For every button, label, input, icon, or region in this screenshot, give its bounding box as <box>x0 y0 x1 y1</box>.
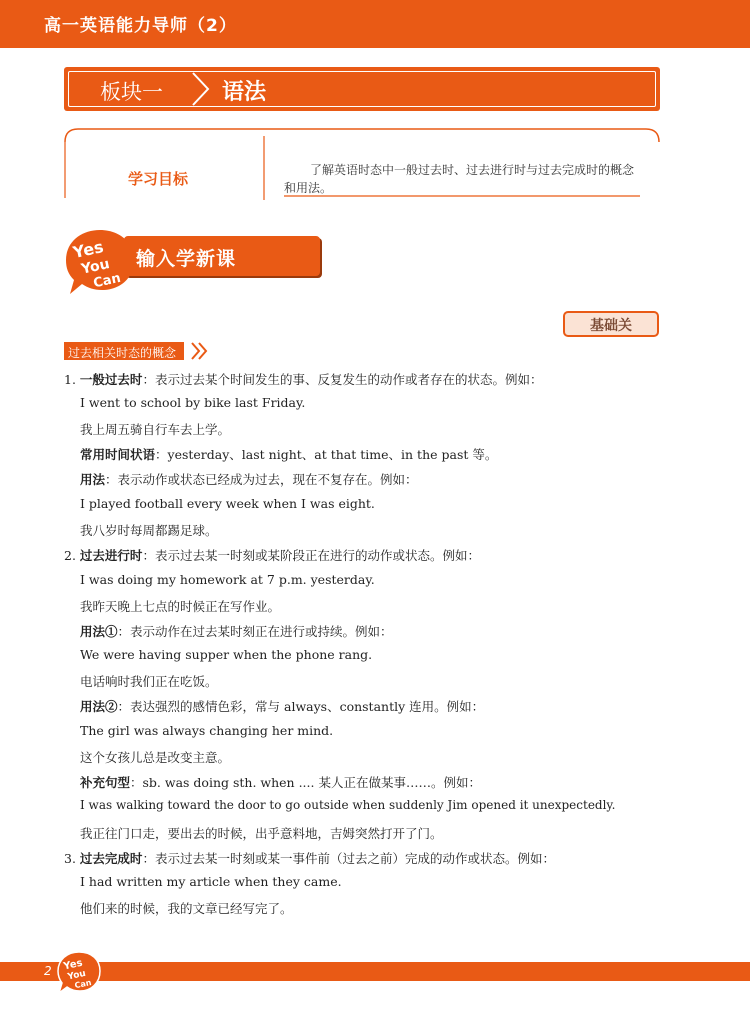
chevron-right-icon <box>188 67 214 111</box>
goal-text: 了解英语时态中一般过去时、过去进行时与过去完成时的概念和用法。 <box>284 163 635 195</box>
item1-heading: 1. 一般过去时：表示过去某个时间发生的事、反复发生的动作或者存在的状态。例如： <box>64 372 543 387</box>
item2-usage2: 用法②：表达强烈的感情色彩，常与 always、constantly 连用。例如： <box>80 699 485 714</box>
section-name: 语法 <box>222 80 267 105</box>
header-title: 高一英语能力导师（2） <box>44 16 237 36</box>
svg-text:Can: Can <box>73 977 93 991</box>
section-banner <box>64 67 660 111</box>
level-tag <box>563 311 659 337</box>
item1-example2-cn: 我八岁时每周都踢足球。 <box>80 523 218 538</box>
input-banner-label: 输入学新课 <box>136 248 237 270</box>
page-number: 2 <box>44 964 52 978</box>
item2-example2-cn: 电话响时我们正在吃饭。 <box>80 674 218 689</box>
section-block-label: 板块一 <box>100 80 163 104</box>
header-bar <box>0 0 750 48</box>
item2-example1-en: I was doing my homework at 7 p.m. yesterday. <box>80 572 375 587</box>
svg-text:You: You <box>66 968 87 983</box>
item1-example1-en: I went to school by bike last Friday. <box>80 395 306 410</box>
item3-example1-cn: 他们来的时候，我的文章已经写完了。 <box>80 901 293 916</box>
item2-example3-en: The girl was always changing her mind. <box>80 723 334 738</box>
item1-usage: 用法：表示动作或状态已经成为过去，现在不复存在。例如： <box>80 472 418 487</box>
item2-example1-cn: 我昨天晚上七点的时候正在写作业。 <box>80 599 281 614</box>
goal-label: 学习目标 <box>128 170 189 188</box>
footer-logo <box>56 950 102 994</box>
concept-tag <box>64 342 184 360</box>
item2-heading: 2. 过去进行时：表示过去某一时刻或某阶段正在进行的动作或状态。例如： <box>64 548 480 563</box>
item1-adverbials: 常用时间状语：yesterday、last night、at that time、in the past 等。 <box>80 447 498 462</box>
item2-example2-en: We were having supper when the phone rang. <box>80 647 373 662</box>
concept-tag-label: 过去相关时态的概念 <box>68 346 177 360</box>
logo-text-yes: Yes <box>71 237 106 263</box>
item3-example1-en: I had written my article when they came. <box>80 874 342 889</box>
item2-example4-en: I was walking toward the door to go outside when suddenly Jim opened it unexpectedly. <box>80 798 616 812</box>
item2-usage1: 用法①：表示动作在过去某时刻正在进行或持续。例如： <box>80 624 393 639</box>
item2-extra-pattern: 补充句型：sb. was doing sth. when .... 某人正在做某事……。例如： <box>80 775 481 790</box>
input-banner-pill <box>124 236 320 276</box>
item1-example1-cn: 我上周五骑自行车去上学。 <box>80 422 231 437</box>
item1-example2-en: I played football every week when I was eight. <box>80 496 375 511</box>
svg-text:Yes: Yes <box>62 957 84 973</box>
logo-text-you: You <box>79 256 112 278</box>
item2-example3-cn: 这个女孩儿总是改变主意。 <box>80 750 231 765</box>
item3-heading: 3. 过去完成时：表示过去某一时刻或某一事件前（过去之前）完成的动作或状态。例如： <box>64 851 555 866</box>
yes-you-can-logo <box>64 228 136 296</box>
logo-text-can: Can <box>92 270 123 292</box>
item2-example4-cn: 我正往门口走，要出去的时候，出乎意料地，吉姆突然打开了门。 <box>80 826 443 841</box>
level-tag-label: 基础关 <box>590 318 632 334</box>
double-chevron-icon <box>190 342 212 360</box>
footer-bar <box>0 962 750 981</box>
